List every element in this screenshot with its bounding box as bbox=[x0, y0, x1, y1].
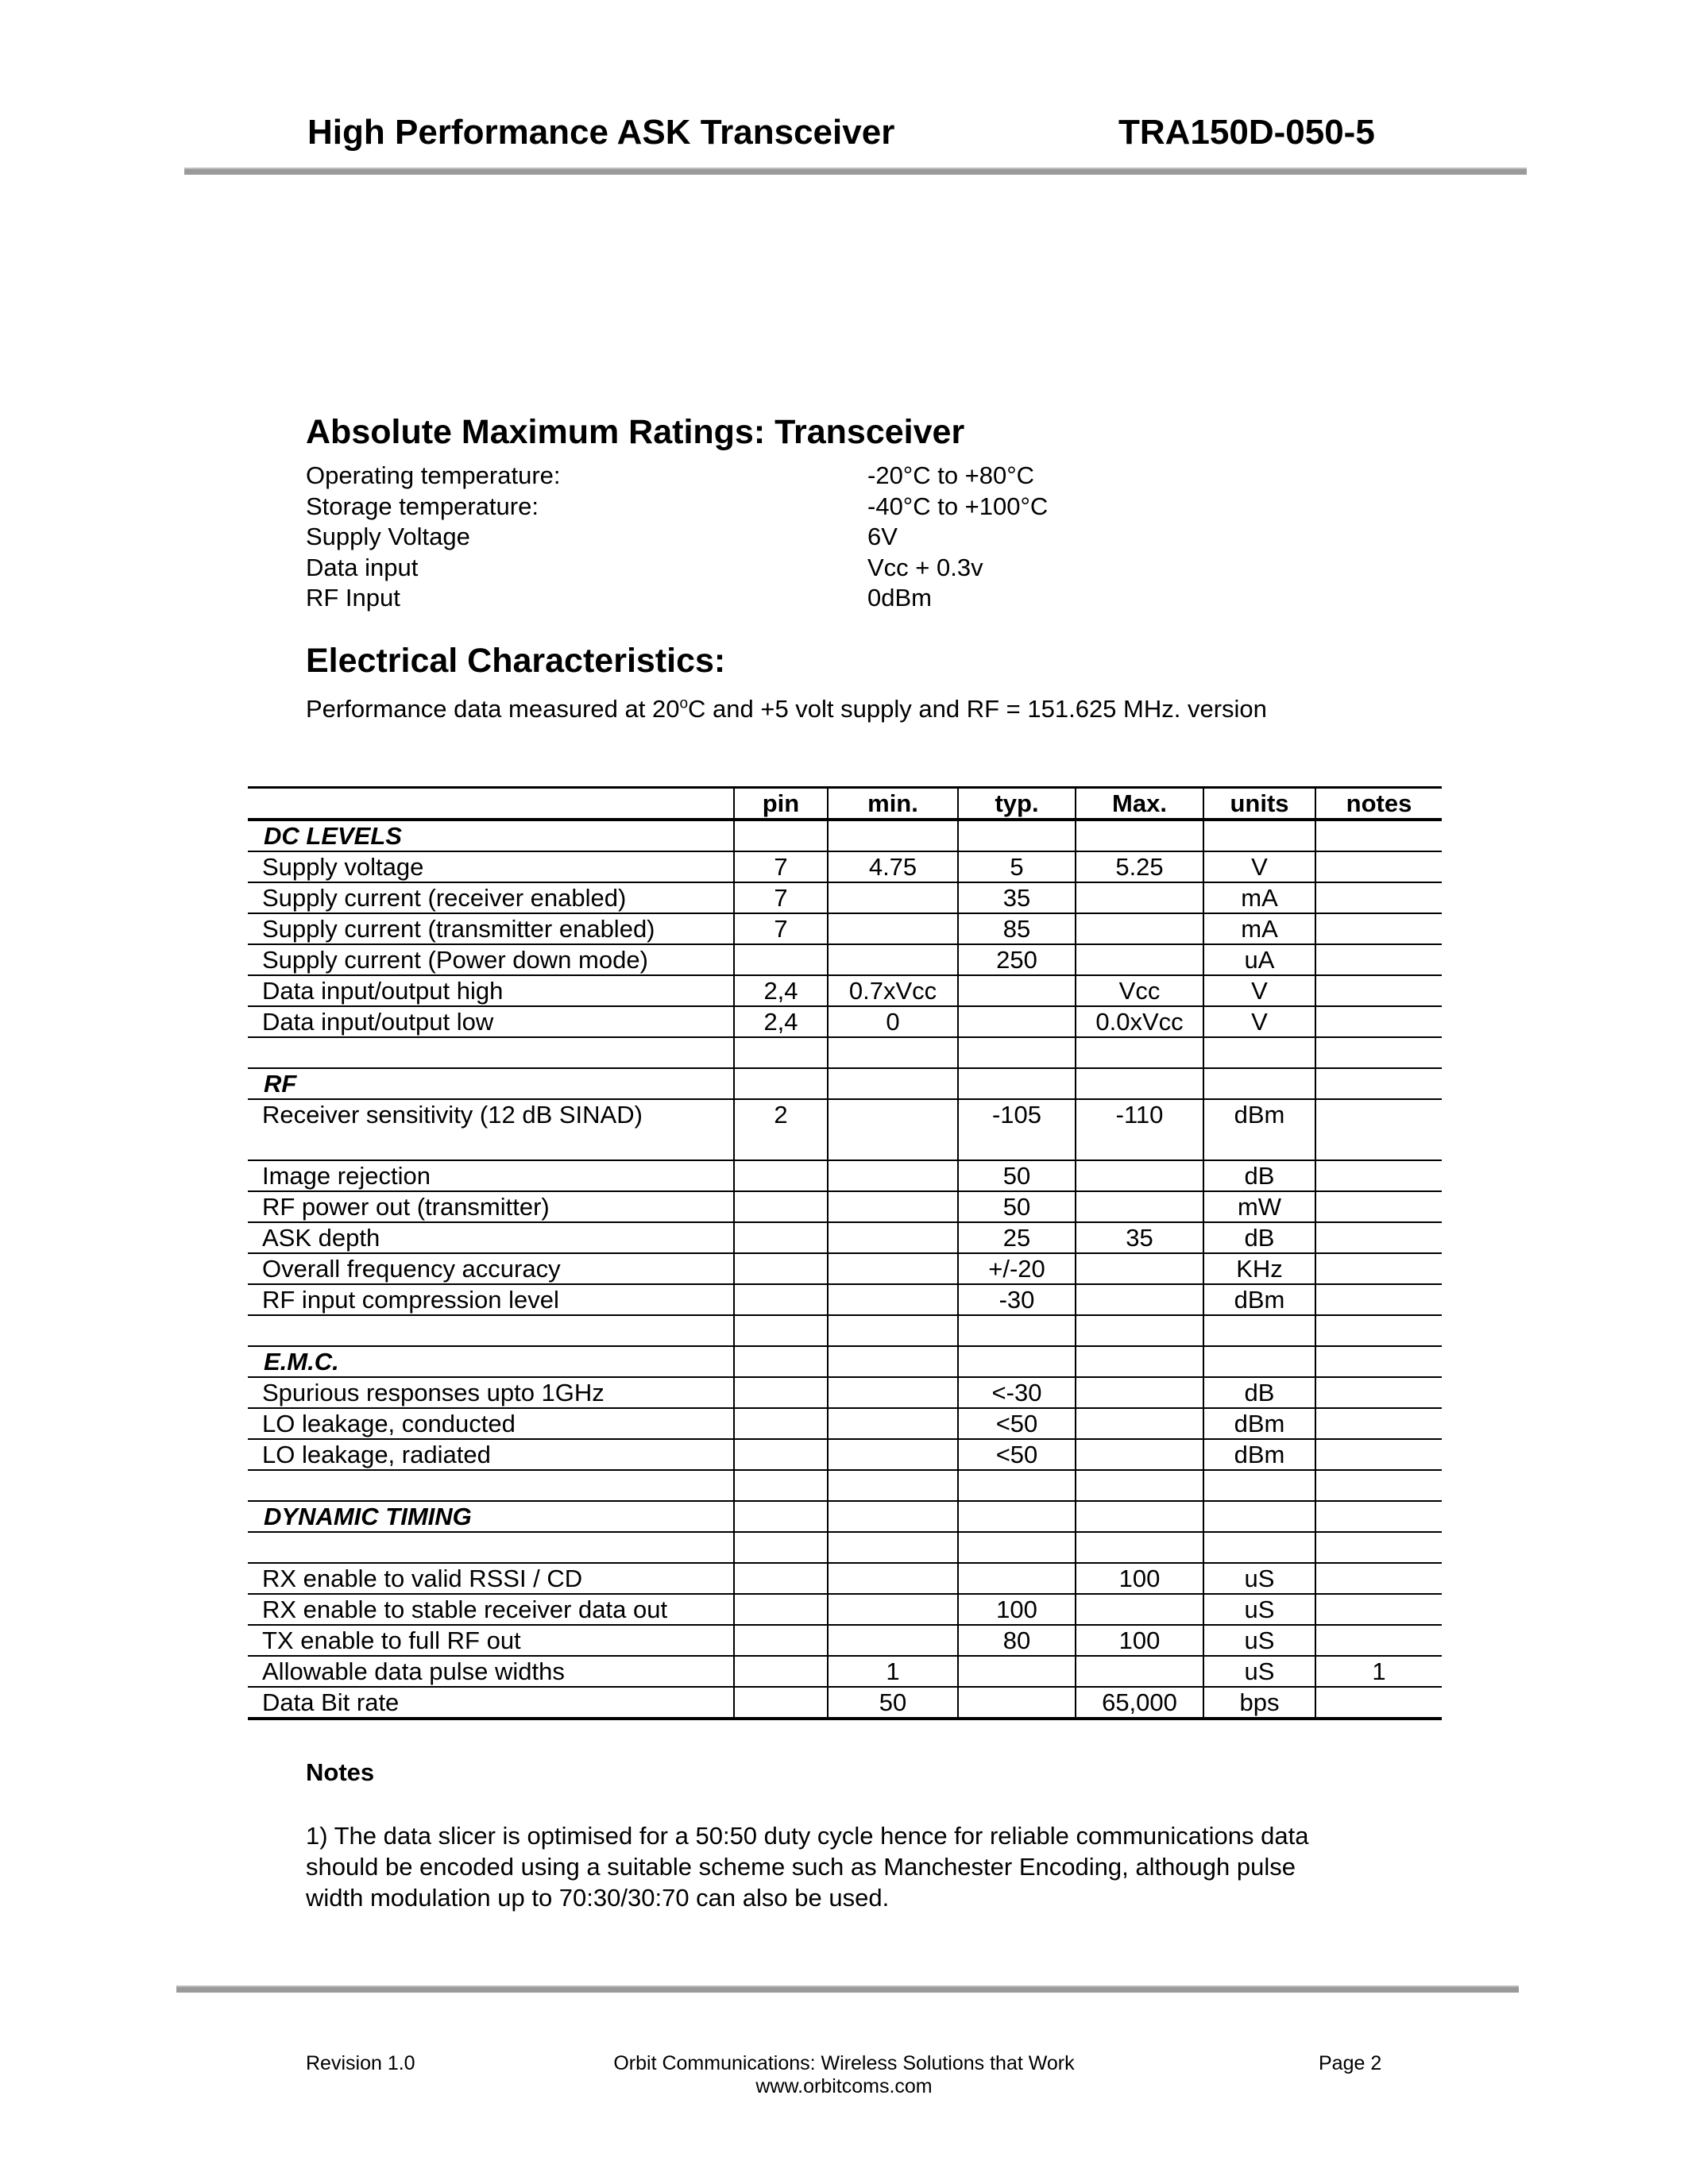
rating-value: -20°C to +80°C bbox=[867, 461, 1035, 489]
value-cell: 2,4 bbox=[734, 975, 828, 1006]
value-cell bbox=[958, 1501, 1076, 1532]
value-cell bbox=[1315, 975, 1442, 1006]
value-cell bbox=[1315, 1563, 1442, 1594]
value-cell: dBm bbox=[1203, 1099, 1315, 1160]
parameter-cell: TX enable to full RF out bbox=[248, 1625, 734, 1656]
value-cell bbox=[1315, 1006, 1442, 1037]
parameter-cell: LO leakage, radiated bbox=[248, 1439, 734, 1470]
intro-text-pre: Performance data measured at 20 bbox=[306, 695, 680, 723]
value-cell bbox=[958, 1068, 1076, 1099]
value-cell: mA bbox=[1203, 882, 1315, 913]
value-cell bbox=[1315, 820, 1442, 851]
value-cell: V bbox=[1203, 975, 1315, 1006]
value-cell bbox=[958, 1470, 1076, 1501]
value-cell: <50 bbox=[958, 1439, 1076, 1470]
value-cell bbox=[734, 1191, 828, 1222]
value-cell bbox=[1076, 1439, 1203, 1470]
value-cell: 100 bbox=[1076, 1563, 1203, 1594]
value-cell bbox=[734, 944, 828, 975]
value-cell bbox=[958, 1656, 1076, 1687]
value-cell: uS bbox=[1203, 1656, 1315, 1687]
note-line: should be encoded using a suitable scheme such as Manchester Encoding, although pulse bbox=[306, 1853, 1296, 1881]
parameter-cell: Image rejection bbox=[248, 1160, 734, 1191]
parameter-cell: Supply current (transmitter enabled) bbox=[248, 913, 734, 944]
value-cell: 7 bbox=[734, 882, 828, 913]
value-cell bbox=[734, 1160, 828, 1191]
value-cell bbox=[1076, 913, 1203, 944]
table-row bbox=[248, 1253, 1442, 1284]
parameter-cell: RF input compression level bbox=[248, 1284, 734, 1315]
parameter-cell: Spurious responses upto 1GHz bbox=[248, 1377, 734, 1408]
value-cell bbox=[828, 913, 958, 944]
value-cell bbox=[1076, 1284, 1203, 1315]
value-cell: 5.25 bbox=[1076, 851, 1203, 882]
parameter-cell: Allowable data pulse widths bbox=[248, 1656, 734, 1687]
value-cell bbox=[828, 1284, 958, 1315]
page-number: Page 2 bbox=[1319, 2052, 1382, 2074]
table-row bbox=[248, 1594, 1442, 1625]
company-tagline: Orbit Communications: Wireless Solutions that Work bbox=[613, 2052, 1075, 2074]
section-label: DYNAMIC TIMING bbox=[248, 1501, 734, 1532]
value-cell: uS bbox=[1203, 1594, 1315, 1625]
value-cell bbox=[734, 1222, 828, 1253]
value-cell bbox=[1076, 1037, 1203, 1068]
note-line: width modulation up to 70:30/30:70 can also be used. bbox=[306, 1884, 890, 1912]
value-cell bbox=[958, 1315, 1076, 1346]
table-row bbox=[248, 1408, 1442, 1439]
table-row bbox=[248, 944, 1442, 975]
value-cell: dB bbox=[1203, 1377, 1315, 1408]
value-cell bbox=[734, 1687, 828, 1719]
value-cell: dBm bbox=[1203, 1439, 1315, 1470]
value-cell: dBm bbox=[1203, 1284, 1315, 1315]
value-cell bbox=[1203, 1470, 1315, 1501]
table-section-row bbox=[248, 1346, 1442, 1377]
rating-value: Vcc + 0.3v bbox=[867, 553, 983, 581]
value-cell bbox=[828, 1408, 958, 1439]
parameter-cell: Supply voltage bbox=[248, 851, 734, 882]
value-cell: 0 bbox=[828, 1006, 958, 1037]
table-row bbox=[248, 1656, 1442, 1687]
value-cell bbox=[1203, 1068, 1315, 1099]
parameter-cell bbox=[248, 1532, 734, 1563]
value-cell: mA bbox=[1203, 913, 1315, 944]
value-cell bbox=[1315, 1068, 1442, 1099]
note-1 bbox=[306, 1820, 1434, 1913]
value-cell: dB bbox=[1203, 1222, 1315, 1253]
value-cell bbox=[1076, 882, 1203, 913]
table-row bbox=[248, 1315, 1442, 1346]
value-cell: 100 bbox=[1076, 1625, 1203, 1656]
parameter-cell bbox=[248, 1037, 734, 1068]
value-cell bbox=[1315, 1037, 1442, 1068]
value-cell bbox=[958, 1687, 1076, 1719]
section-label: RF bbox=[248, 1068, 734, 1099]
measurement-conditions bbox=[306, 695, 1267, 723]
section-label: DC LEVELS bbox=[248, 820, 734, 851]
value-cell: 1 bbox=[1315, 1656, 1442, 1687]
value-cell: bps bbox=[1203, 1687, 1315, 1719]
parameter-cell: Supply current (Power down mode) bbox=[248, 944, 734, 975]
column-header-pin: pin bbox=[734, 788, 828, 820]
table-row bbox=[248, 975, 1442, 1006]
value-cell bbox=[734, 820, 828, 851]
value-cell: uS bbox=[1203, 1563, 1315, 1594]
table-row bbox=[248, 1222, 1442, 1253]
value-cell bbox=[1315, 1594, 1442, 1625]
electrical-heading: Electrical Characteristics: bbox=[306, 642, 726, 680]
value-cell bbox=[1315, 1253, 1442, 1284]
rating-value: 6V bbox=[867, 523, 898, 550]
value-cell bbox=[1315, 1501, 1442, 1532]
value-cell: Vcc bbox=[1076, 975, 1203, 1006]
table-row bbox=[248, 1377, 1442, 1408]
table-row bbox=[248, 1687, 1442, 1719]
value-cell bbox=[1315, 851, 1442, 882]
value-cell bbox=[1076, 820, 1203, 851]
value-cell: 0.7xVcc bbox=[828, 975, 958, 1006]
value-cell bbox=[734, 1625, 828, 1656]
value-cell bbox=[734, 1408, 828, 1439]
parameter-cell: Data Bit rate bbox=[248, 1687, 734, 1719]
value-cell bbox=[1076, 1315, 1203, 1346]
value-cell bbox=[828, 1315, 958, 1346]
value-cell bbox=[1315, 882, 1442, 913]
value-cell bbox=[828, 1439, 958, 1470]
value-cell bbox=[1315, 1346, 1442, 1377]
value-cell bbox=[1203, 1501, 1315, 1532]
section-label: E.M.C. bbox=[248, 1346, 734, 1377]
value-cell bbox=[734, 1470, 828, 1501]
document-title: High Performance ASK Transceiver bbox=[307, 113, 895, 152]
value-cell: 50 bbox=[958, 1191, 1076, 1222]
parameter-cell bbox=[248, 1470, 734, 1501]
table-row bbox=[248, 1006, 1442, 1037]
value-cell: 65,000 bbox=[1076, 1687, 1203, 1719]
value-cell bbox=[828, 1346, 958, 1377]
value-cell bbox=[734, 1346, 828, 1377]
value-cell: 50 bbox=[828, 1687, 958, 1719]
value-cell bbox=[958, 1532, 1076, 1563]
value-cell: 5 bbox=[958, 851, 1076, 882]
value-cell bbox=[828, 1563, 958, 1594]
value-cell bbox=[828, 1377, 958, 1408]
value-cell bbox=[1315, 1532, 1442, 1563]
parameter-cell bbox=[248, 1315, 734, 1346]
value-cell: 250 bbox=[958, 944, 1076, 975]
table-row bbox=[248, 1532, 1442, 1563]
table-row bbox=[248, 1099, 1442, 1160]
value-cell bbox=[1076, 1532, 1203, 1563]
value-cell: 50 bbox=[958, 1160, 1076, 1191]
value-cell bbox=[958, 1346, 1076, 1377]
value-cell bbox=[734, 1439, 828, 1470]
table-row bbox=[248, 1284, 1442, 1315]
rating-label: Storage temperature: bbox=[306, 492, 539, 520]
value-cell bbox=[734, 1315, 828, 1346]
value-cell bbox=[828, 1099, 958, 1160]
value-cell bbox=[958, 820, 1076, 851]
table-section-row bbox=[248, 820, 1442, 851]
column-header-min: min. bbox=[828, 788, 958, 820]
value-cell: 35 bbox=[958, 882, 1076, 913]
rating-label: Operating temperature: bbox=[306, 461, 561, 489]
header-divider bbox=[184, 168, 1527, 175]
value-cell bbox=[1315, 1470, 1442, 1501]
value-cell: 1 bbox=[828, 1656, 958, 1687]
value-cell bbox=[1076, 1191, 1203, 1222]
table-row bbox=[248, 851, 1442, 882]
value-cell: 0.0xVcc bbox=[1076, 1006, 1203, 1037]
parameter-cell: Data input/output low bbox=[248, 1006, 734, 1037]
column-header-max: Max. bbox=[1076, 788, 1203, 820]
value-cell bbox=[734, 1594, 828, 1625]
value-cell bbox=[1076, 1594, 1203, 1625]
value-cell bbox=[828, 1594, 958, 1625]
table-section-row bbox=[248, 1068, 1442, 1099]
table-body bbox=[248, 820, 1442, 1719]
table-row bbox=[248, 1470, 1442, 1501]
website-link[interactable]: www.orbitcoms.com bbox=[755, 2075, 933, 2097]
value-cell: -30 bbox=[958, 1284, 1076, 1315]
part-number: TRA150D-050-5 bbox=[1118, 113, 1375, 152]
rating-label: Supply Voltage bbox=[306, 523, 470, 550]
value-cell bbox=[958, 1563, 1076, 1594]
value-cell bbox=[828, 1625, 958, 1656]
parameter-cell: Supply current (receiver enabled) bbox=[248, 882, 734, 913]
value-cell: KHz bbox=[1203, 1253, 1315, 1284]
electrical-characteristics-table bbox=[248, 786, 1442, 1720]
value-cell bbox=[1076, 1160, 1203, 1191]
rating-value: 0dBm bbox=[867, 584, 932, 612]
value-cell bbox=[734, 1563, 828, 1594]
value-cell: 2 bbox=[734, 1099, 828, 1160]
parameter-cell: Overall frequency accuracy bbox=[248, 1253, 734, 1284]
table-row bbox=[248, 1191, 1442, 1222]
value-cell bbox=[828, 1532, 958, 1563]
value-cell: 4.75 bbox=[828, 851, 958, 882]
value-cell bbox=[1315, 1439, 1442, 1470]
value-cell: <-30 bbox=[958, 1377, 1076, 1408]
value-cell bbox=[1315, 944, 1442, 975]
value-cell bbox=[1076, 1253, 1203, 1284]
parameter-cell: RX enable to stable receiver data out bbox=[248, 1594, 734, 1625]
table-row bbox=[248, 1563, 1442, 1594]
value-cell bbox=[828, 944, 958, 975]
value-cell bbox=[828, 1191, 958, 1222]
value-cell bbox=[1315, 1160, 1442, 1191]
table-row bbox=[248, 1439, 1442, 1470]
value-cell bbox=[828, 1253, 958, 1284]
table-row bbox=[248, 882, 1442, 913]
value-cell bbox=[734, 1253, 828, 1284]
value-cell: V bbox=[1203, 851, 1315, 882]
column-header-notes: notes bbox=[1315, 788, 1442, 820]
parameter-cell: RF power out (transmitter) bbox=[248, 1191, 734, 1222]
value-cell: 80 bbox=[958, 1625, 1076, 1656]
value-cell bbox=[1315, 1687, 1442, 1719]
value-cell bbox=[1076, 1501, 1203, 1532]
value-cell bbox=[734, 1377, 828, 1408]
table-row bbox=[248, 1037, 1442, 1068]
value-cell bbox=[958, 1037, 1076, 1068]
value-cell: dBm bbox=[1203, 1408, 1315, 1439]
value-cell bbox=[1203, 1315, 1315, 1346]
value-cell bbox=[958, 975, 1076, 1006]
value-cell bbox=[734, 1656, 828, 1687]
value-cell: V bbox=[1203, 1006, 1315, 1037]
value-cell bbox=[1076, 944, 1203, 975]
value-cell: +/-20 bbox=[958, 1253, 1076, 1284]
value-cell bbox=[1203, 1346, 1315, 1377]
value-cell bbox=[1203, 1037, 1315, 1068]
value-cell bbox=[828, 820, 958, 851]
footer-divider bbox=[176, 1985, 1519, 1993]
parameter-cell: Receiver sensitivity (12 dB SINAD) bbox=[248, 1099, 734, 1160]
value-cell: 7 bbox=[734, 851, 828, 882]
rating-value: -40°C to +100°C bbox=[867, 492, 1049, 520]
value-cell bbox=[734, 1284, 828, 1315]
value-cell bbox=[828, 1068, 958, 1099]
value-cell bbox=[1076, 1470, 1203, 1501]
intro-text-post: C and +5 volt supply and RF = 151.625 MHz. version bbox=[688, 695, 1267, 723]
value-cell bbox=[828, 1222, 958, 1253]
value-cell bbox=[734, 1532, 828, 1563]
value-cell: 100 bbox=[958, 1594, 1076, 1625]
parameter-cell: LO leakage, conducted bbox=[248, 1408, 734, 1439]
value-cell: uA bbox=[1203, 944, 1315, 975]
value-cell bbox=[1315, 1408, 1442, 1439]
table-section-row bbox=[248, 1501, 1442, 1532]
rating-label: RF Input bbox=[306, 584, 400, 612]
parameter-cell: Data input/output high bbox=[248, 975, 734, 1006]
value-cell bbox=[1076, 1346, 1203, 1377]
value-cell: -105 bbox=[958, 1099, 1076, 1160]
value-cell bbox=[1076, 1068, 1203, 1099]
value-cell bbox=[828, 1501, 958, 1532]
value-cell bbox=[734, 1037, 828, 1068]
value-cell bbox=[1315, 1315, 1442, 1346]
value-cell: <50 bbox=[958, 1408, 1076, 1439]
value-cell bbox=[958, 1006, 1076, 1037]
value-cell: uS bbox=[1203, 1625, 1315, 1656]
value-cell: 85 bbox=[958, 913, 1076, 944]
value-cell bbox=[1203, 820, 1315, 851]
table-header-row bbox=[248, 788, 1442, 820]
column-header-parameter bbox=[248, 788, 734, 820]
value-cell bbox=[1315, 913, 1442, 944]
notes-heading: Notes bbox=[306, 1758, 375, 1786]
value-cell: 25 bbox=[958, 1222, 1076, 1253]
table-row bbox=[248, 913, 1442, 944]
column-header-units: units bbox=[1203, 788, 1315, 820]
value-cell bbox=[1315, 1222, 1442, 1253]
value-cell bbox=[1315, 1284, 1442, 1315]
ratings-heading: Absolute Maximum Ratings: Transceiver bbox=[306, 413, 965, 451]
rating-label: Data input bbox=[306, 553, 419, 581]
value-cell: 2,4 bbox=[734, 1006, 828, 1037]
revision-label: Revision 1.0 bbox=[306, 2052, 415, 2074]
value-cell bbox=[1315, 1625, 1442, 1656]
value-cell bbox=[1076, 1656, 1203, 1687]
value-cell bbox=[1203, 1532, 1315, 1563]
note-line: 1) The data slicer is optimised for a 50:50 duty cycle hence for reliable communications data bbox=[306, 1822, 1309, 1850]
value-cell bbox=[828, 1037, 958, 1068]
table-row bbox=[248, 1160, 1442, 1191]
parameter-cell: ASK depth bbox=[248, 1222, 734, 1253]
value-cell bbox=[734, 1501, 828, 1532]
value-cell bbox=[1315, 1191, 1442, 1222]
value-cell bbox=[828, 1160, 958, 1191]
value-cell: -110 bbox=[1076, 1099, 1203, 1160]
value-cell: mW bbox=[1203, 1191, 1315, 1222]
value-cell bbox=[1315, 1099, 1442, 1160]
value-cell bbox=[828, 882, 958, 913]
value-cell: 7 bbox=[734, 913, 828, 944]
table-row bbox=[248, 1625, 1442, 1656]
value-cell: 35 bbox=[1076, 1222, 1203, 1253]
value-cell bbox=[734, 1068, 828, 1099]
value-cell bbox=[1076, 1408, 1203, 1439]
value-cell bbox=[1076, 1377, 1203, 1408]
value-cell: dB bbox=[1203, 1160, 1315, 1191]
parameter-cell: RX enable to valid RSSI / CD bbox=[248, 1563, 734, 1594]
degree-superscript: o bbox=[679, 695, 689, 712]
column-header-typ: typ. bbox=[958, 788, 1076, 820]
value-cell bbox=[1315, 1377, 1442, 1408]
value-cell bbox=[828, 1470, 958, 1501]
